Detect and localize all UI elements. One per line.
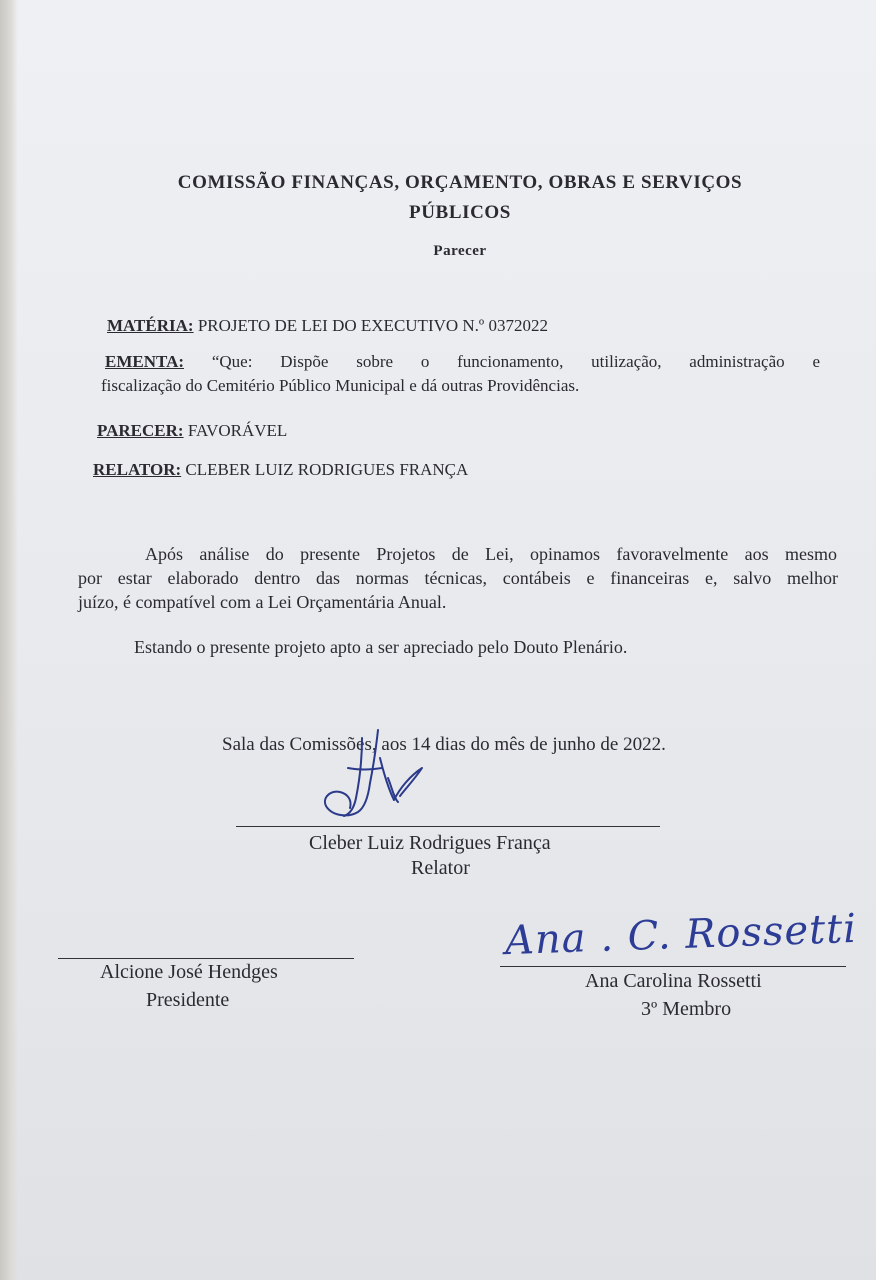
presidente-signature-line (58, 958, 354, 959)
relator-name: Cleber Luiz Rodrigues França (309, 832, 551, 854)
paper-edge-shadow (0, 0, 18, 1280)
relator-label: RELATOR: (93, 460, 182, 479)
relator-role: Relator (411, 857, 470, 879)
date-line: Sala das Comissões, aos 14 dias do mês de junho de 2022. (222, 734, 666, 755)
ementa-field (105, 352, 820, 372)
body-paragraph-1-line3: juízo, é compatível com a Lei Orçamentária Anual. (78, 592, 447, 612)
presidente-role: Presidente (146, 989, 230, 1011)
parecer-value: FAVORÁVEL (187, 421, 288, 440)
ementa-text-line1: “Que: Dispõe sobre o funcionamento, utilização, administração e (211, 352, 820, 371)
ementa-text-line2: fiscalização do Cemitério Público Municipal e dá outras Providências. (101, 376, 580, 395)
relator-signature-line (236, 826, 660, 827)
relator-signature-scribble (318, 728, 428, 823)
commission-title-line1: COMISSÃO FINANÇAS, ORÇAMENTO, OBRAS E SERVIÇOS (177, 172, 743, 193)
ementa-label: EMENTA: (105, 352, 185, 371)
commission-title-line2: PÚBLICOS (409, 202, 511, 223)
body-paragraph-2: Estando o presente projeto apto a ser apreciado pelo Douto Plenário. (134, 637, 628, 657)
body-paragraph-1-line1: Após análise do presente Projetos de Lei, opinamos favoravelmente aos mesmo (145, 544, 837, 564)
membro-signature-line (500, 966, 846, 967)
body-paragraph-1-line2: por estar elaborado dentro das normas técnicas, contábeis e financeiras e, salvo melhor (78, 568, 838, 588)
membro-role: 3º Membro (641, 998, 732, 1020)
relator-value: CLEBER LUIZ RODRIGUES FRANÇA (185, 460, 469, 479)
membro-name: Ana Carolina Rossetti (585, 970, 762, 992)
document-subtitle: Parecer (433, 243, 487, 259)
membro-handwritten-signature: Ana . C. Rossetti (504, 905, 858, 965)
parecer-label: PARECER: (97, 421, 184, 440)
parecer-field (97, 421, 287, 441)
materia-label: MATÉRIA: (107, 316, 194, 335)
materia-field (107, 316, 548, 336)
materia-value: PROJETO DE LEI DO EXECUTIVO N.º 0372022 (197, 316, 548, 335)
presidente-name: Alcione José Hendges (100, 961, 278, 983)
relator-field (93, 460, 468, 480)
